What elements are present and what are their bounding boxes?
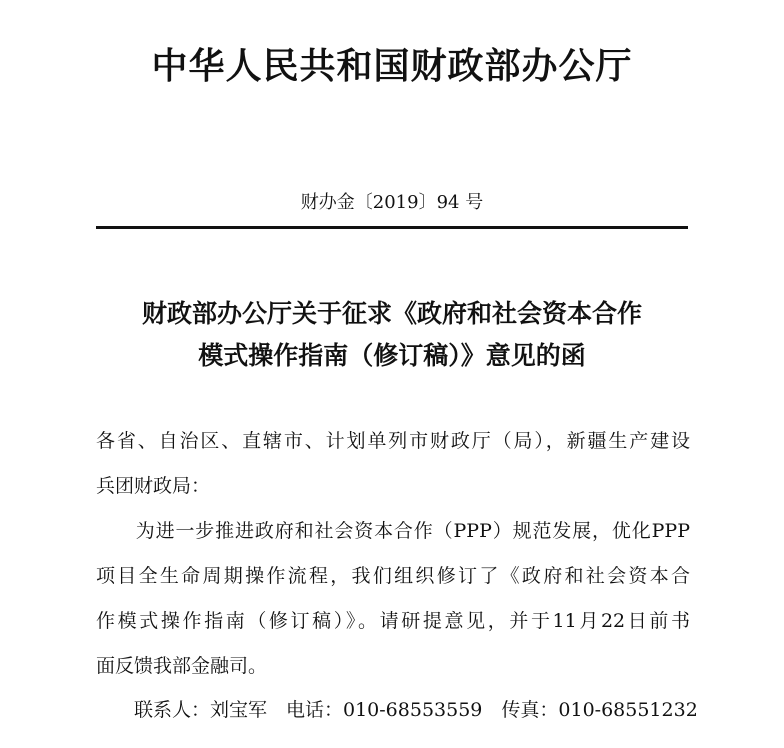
body-line-4: 面反馈我部金融司。 <box>96 655 268 677</box>
document-number: 财办金〔2019〕94 号 <box>300 192 484 213</box>
body-line-1: 为进一步推进政府和社会资本合作（PPP）规范发展，优化PPP <box>96 520 690 542</box>
subject-title-line-1: 财政部办公厅关于征求《政府和社会资本合作 <box>141 299 642 328</box>
header-divider <box>96 226 688 229</box>
addressee-line-2: 兵团财政局： <box>96 475 211 497</box>
contact-line: 联系人：刘宝军 电话：010-68553559 传真：010-68551232 <box>96 699 698 721</box>
body-line-3: 作模式操作指南（修订稿）》。请研提意见，并于11月22日前书 <box>96 610 690 632</box>
body-line-2: 项目全生命周期操作流程，我们组织修订了《政府和社会资本合 <box>96 565 690 587</box>
subject-title-line-2: 模式操作指南（修订稿）》意见的函 <box>198 341 586 370</box>
issuing-organization-title: 中华人民共和国财政部办公厅 <box>151 46 633 87</box>
addressee-line-1: 各省、自治区、直辖市、计划单列市财政厅（局），新疆生产建设 <box>96 430 690 452</box>
